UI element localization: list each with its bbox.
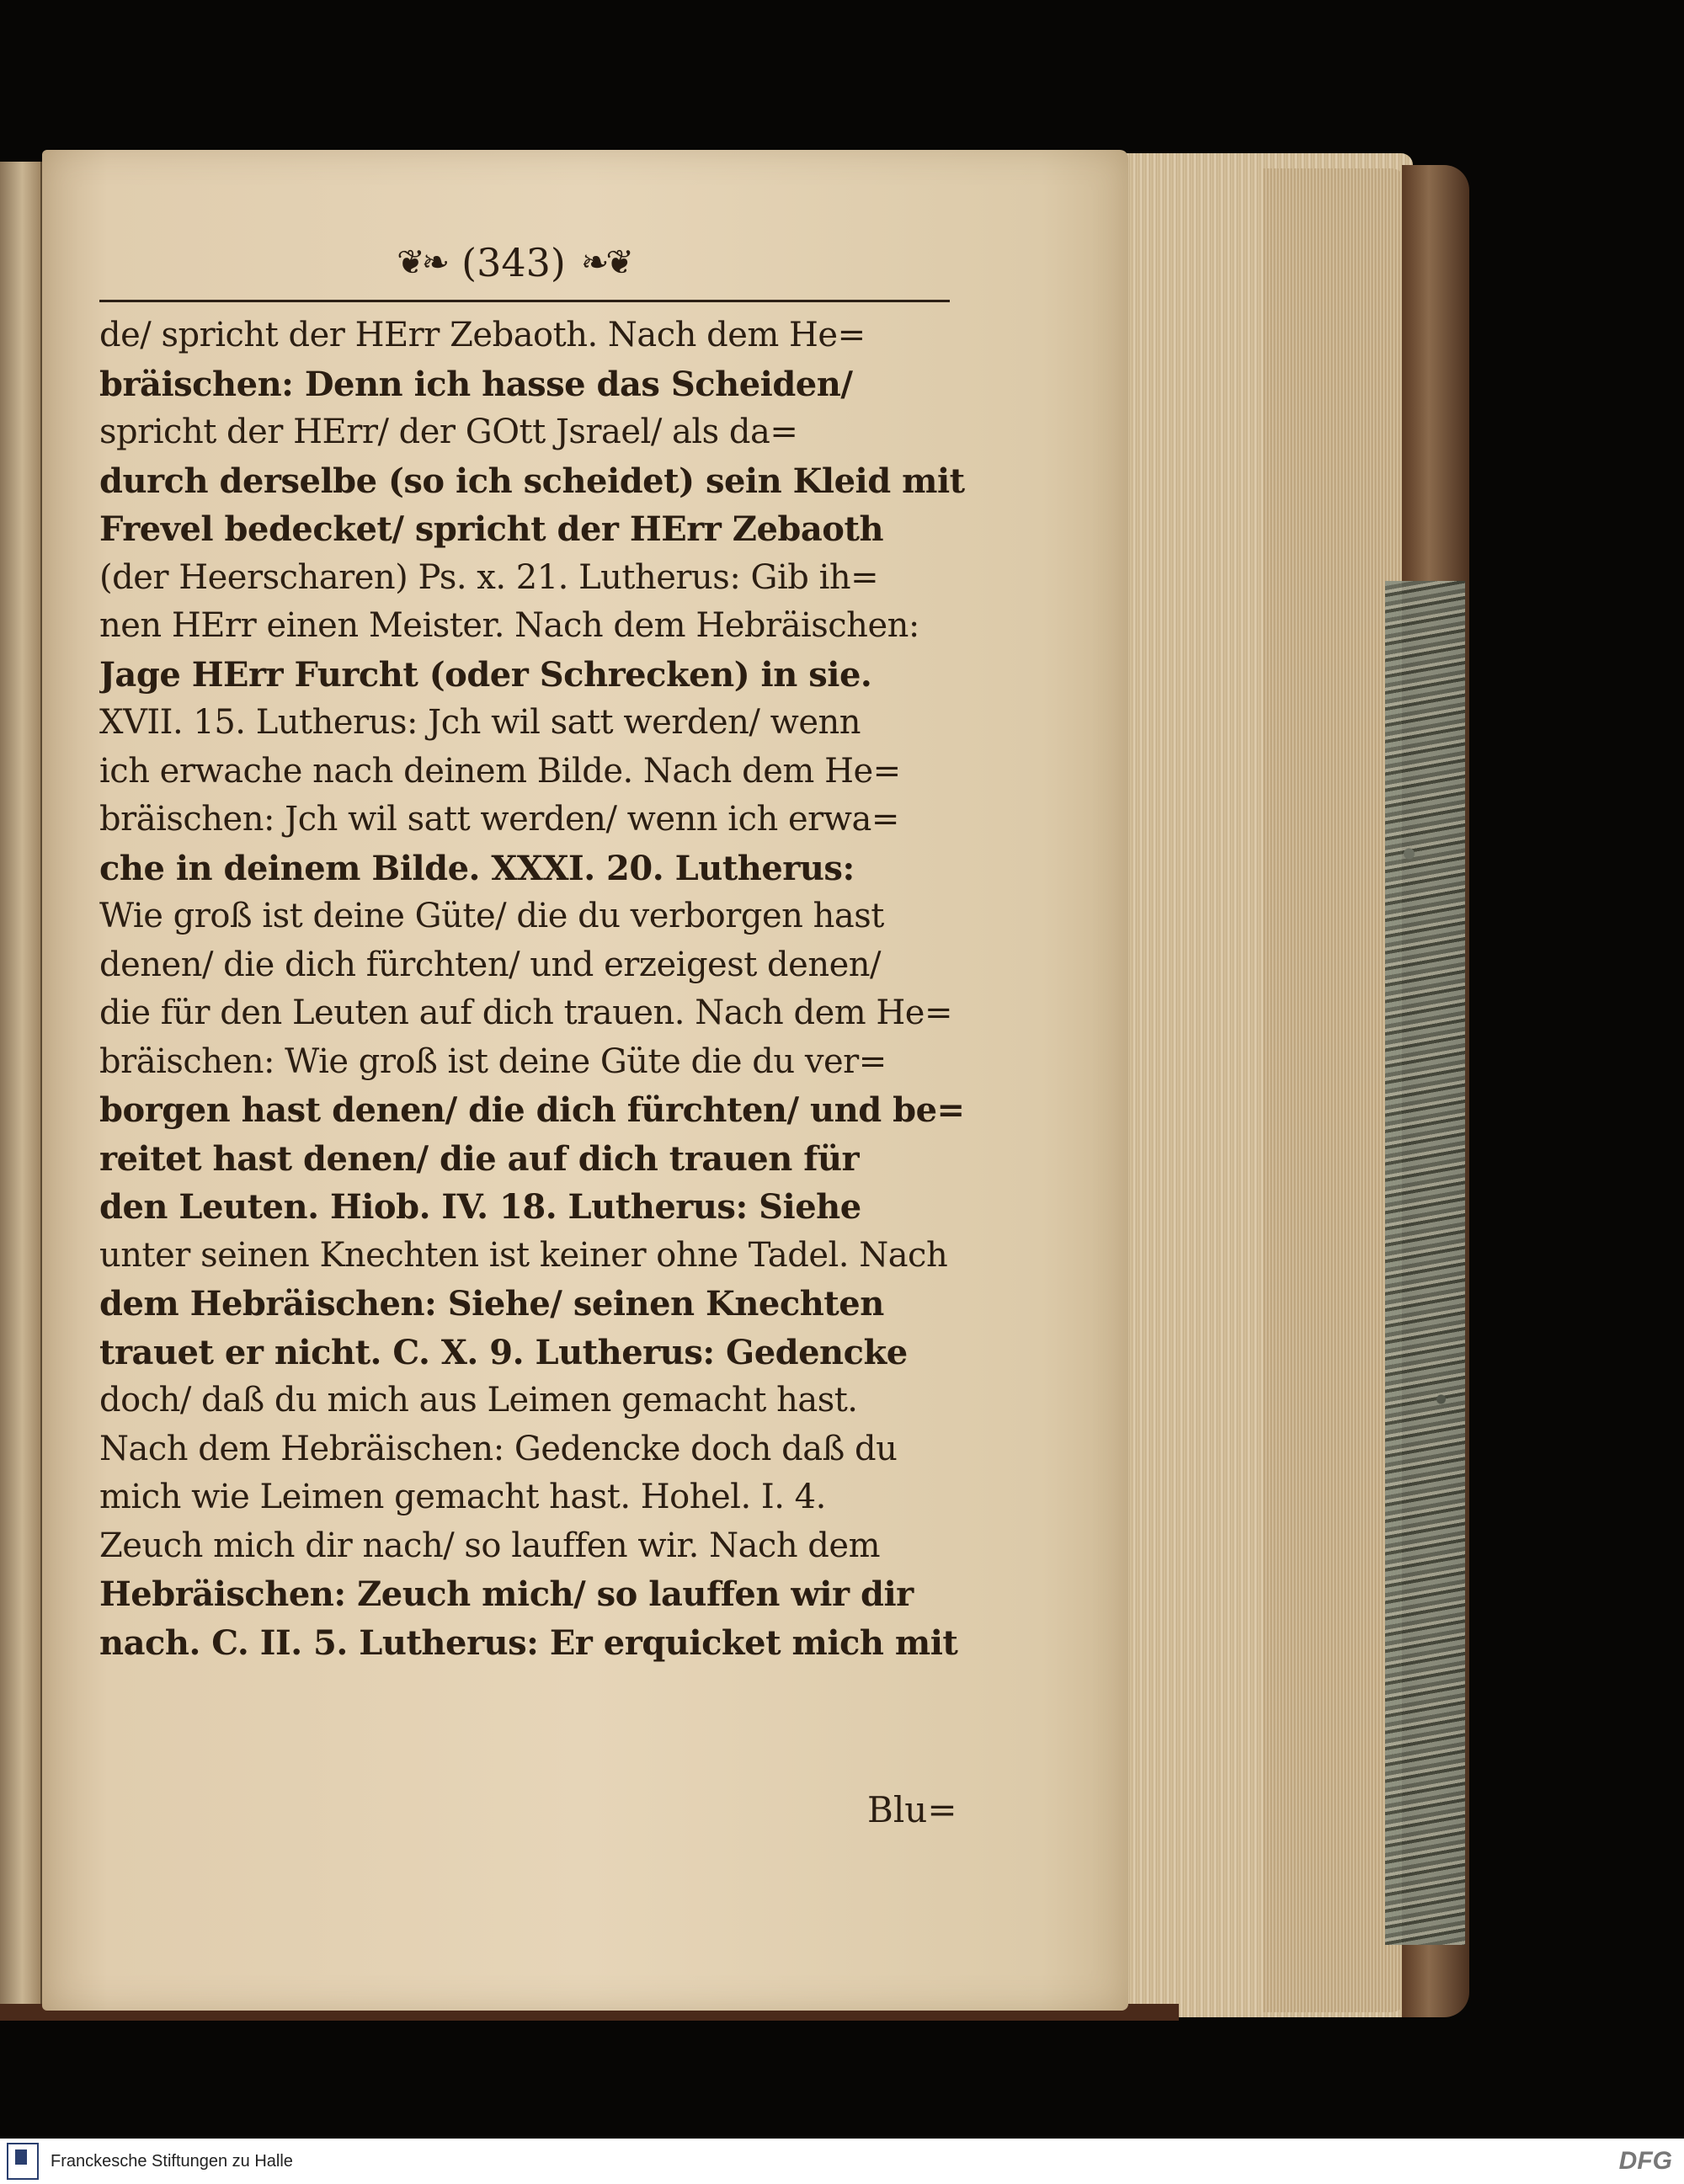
- text-line: trauet er nicht. C. X. 9. Lutherus: Gedencke: [99, 1332, 908, 1372]
- text-line: doch/ daß du mich aus Leimen gemacht hast.: [99, 1381, 858, 1420]
- left-page-edge: [0, 162, 42, 2007]
- footer-institution: Franckesche Stiftungen zu Halle: [51, 2151, 293, 2171]
- text-line: XVII. 15. Lutherus: Jch wil satt werden/ wenn: [99, 703, 861, 742]
- text-line: de/ spricht der HErr Zebaoth. Nach dem He=: [99, 316, 866, 354]
- text-line: ich erwache nach deinem Bilde. Nach dem He=: [99, 751, 901, 791]
- ornament-right-icon: ❧❦: [580, 243, 631, 282]
- marbled-cover: [1385, 581, 1465, 1945]
- text-line: (der Heerscharen) Ps. x. 21. Lutherus: Gib ih=: [99, 557, 879, 597]
- page-header: [320, 237, 707, 288]
- text-line: bräischen: Denn ich hasse das Scheiden/: [99, 364, 853, 404]
- text-line: spricht der HErr/ der GOtt Jsrael/ als da=: [99, 413, 798, 451]
- text-line: Frevel bedecket/ spricht der HErr Zebaoth: [99, 509, 884, 549]
- footer-bar: [0, 2139, 1684, 2184]
- text-line: Nach dem Hebräischen: Gedencke doch daß du: [99, 1429, 898, 1468]
- text-line: mich wie Leimen gemacht hast. Hohel. I. 4.: [99, 1478, 826, 1516]
- dfg-logo: DFG: [1618, 2147, 1672, 2175]
- text-line: Zeuch mich dir nach/ so lauffen wir. Nach dem: [99, 1526, 881, 1565]
- text-line: den Leuten. Hiob. IV. 18. Lutherus: Siehe: [99, 1187, 861, 1227]
- header-rule: [99, 300, 950, 302]
- text-line: die für den Leuten auf dich trauen. Nach dem He=: [99, 993, 952, 1032]
- text-line: Jage HErr Furcht (oder Schrecken) in sie.: [99, 654, 872, 695]
- text-line: durch derselbe (so ich scheidet) sein Kleid mit: [99, 461, 965, 501]
- text-line: dem Hebräischen: Siehe/ seinen Knechten: [99, 1284, 884, 1324]
- page-number: (343): [461, 240, 566, 285]
- text-line: bräischen: Wie groß ist deine Güte die du ver=: [99, 1041, 887, 1081]
- text-line: Wie groß ist deine Güte/ die du verborgen hast: [99, 897, 884, 935]
- text-line: Hebräischen: Zeuch mich/ so lauffen wir dir: [99, 1574, 914, 1614]
- text-line: reitet hast denen/ die auf dich trauen für: [99, 1138, 860, 1179]
- text-line: borgen hast denen/ die dich fürchten/ und be=: [99, 1090, 965, 1130]
- text-line: bräischen: Jch wil satt werden/ wenn ich erwa=: [99, 800, 899, 839]
- text-block: [99, 312, 967, 1667]
- catchword: Blu=: [867, 1789, 957, 1830]
- text-line: che in deinem Bilde. XXXI. 20. Lutherus:: [99, 848, 855, 888]
- ornament-left-icon: ❦❧: [397, 243, 447, 282]
- text-line: nen HErr einen Meister. Nach dem Hebräischen:: [99, 606, 919, 645]
- institution-logo-icon: [0, 2139, 45, 2184]
- text-line: denen/ die dich fürchten/ und erzeigest denen/: [99, 945, 881, 984]
- text-line: nach. C. II. 5. Lutherus: Er erquicket mich mit: [99, 1622, 958, 1663]
- text-line: unter seinen Knechten ist keiner ohne Tadel. Nach: [99, 1235, 948, 1275]
